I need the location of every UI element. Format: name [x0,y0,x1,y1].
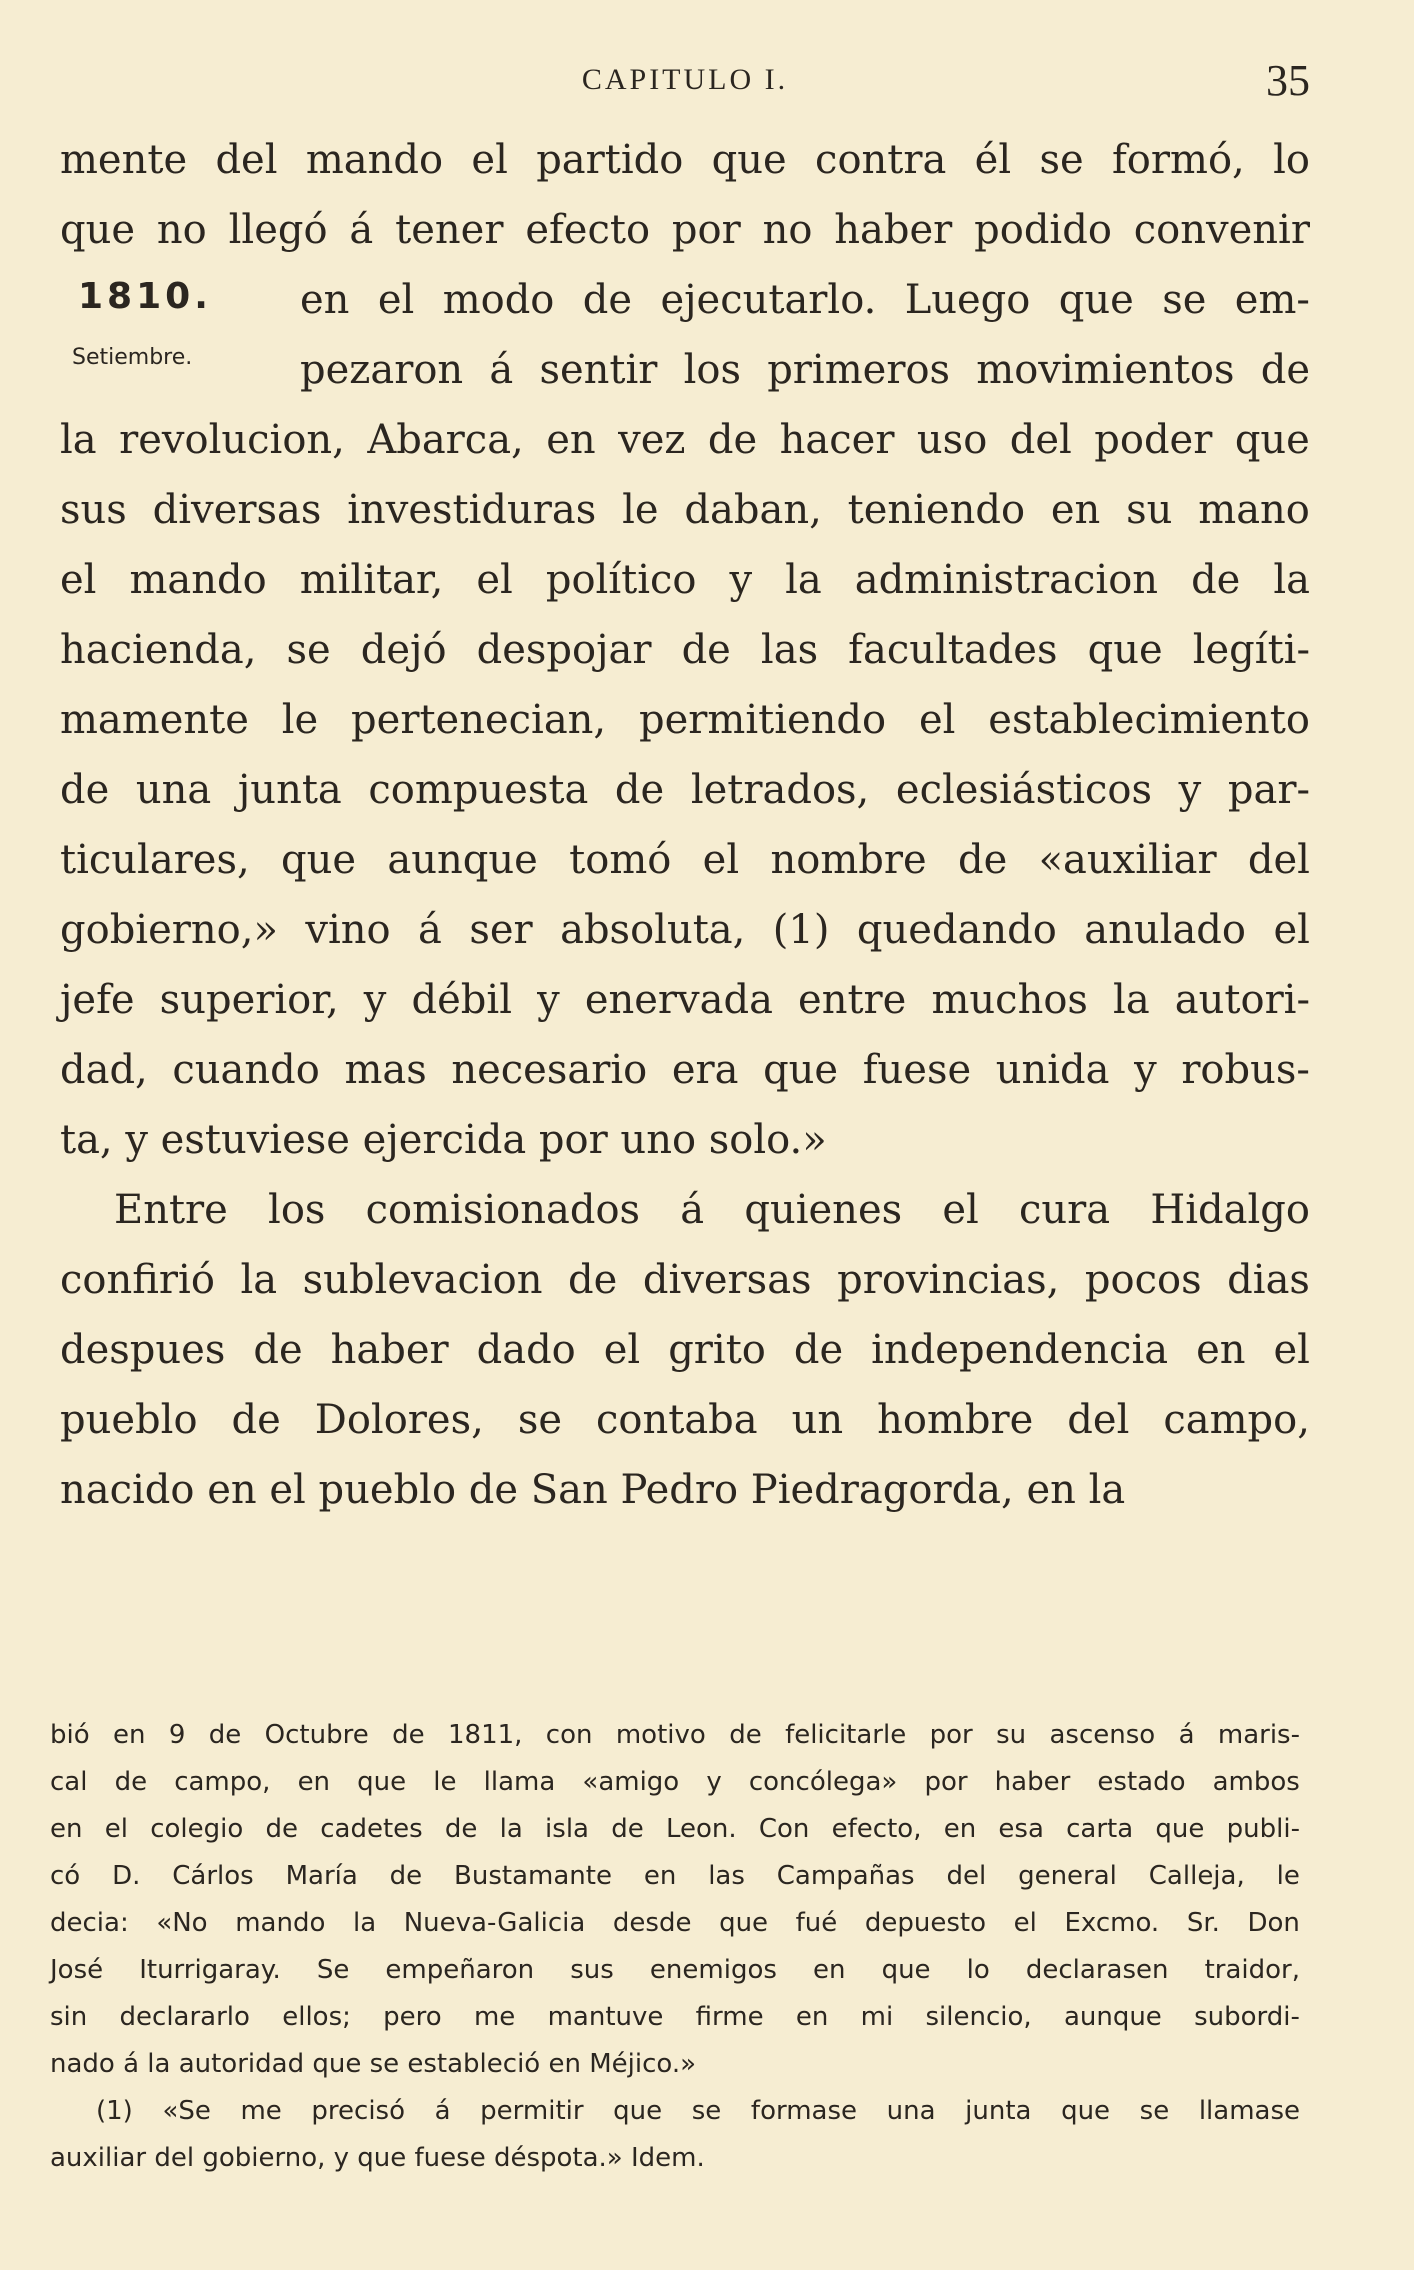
footnotes [50,1712,1300,2182]
body-line: de una junta compuesta de letrados, eclesiásticos y par- [60,767,1310,813]
body-line: ta, y estuviese ejercida por uno solo.» [60,1117,827,1163]
footnote-line: có D. Cárlos María de Bustamante en las Campañas del general Calleja, le [50,1861,1300,1891]
body-line: gobierno,» vino á ser absoluta, (1) quedando anulado el [60,907,1310,953]
footnote-line: sin declararlo ellos; pero me mantuve firme en mi silencio, aunque subordi- [50,2002,1300,2032]
page-number: 35 [1266,56,1310,105]
body-line: nacido en el pueblo de San Pedro Piedragorda, en la [60,1467,1126,1513]
body-line: pueblo de Dolores, se contaba un hombre del campo, [60,1397,1310,1443]
body-line: jefe superior, y débil y enervada entre muchos la autori- [60,977,1310,1023]
body-line: la revolucion, Abarca, en vez de hacer uso del poder que [60,417,1310,463]
body-line: el mando militar, el político y la administracion de la [60,557,1310,603]
body-line: mente del mando el partido que contra él se formó, lo [60,137,1310,183]
body-line: pezaron á sentir los primeros movimientos de [300,347,1310,393]
body-line: confirió la sublevacion de diversas provincias, pocos dias [60,1257,1310,1303]
footnote-line: cal de campo, en que le llama «amigo y concólega» por haber estado ambos [50,1767,1300,1797]
footnote-line: nado á la autoridad que se estableció en Méjico.» [50,2049,697,2079]
footnote-line: auxiliar del gobierno, y que fuese déspota.» Idem. [50,2143,705,2173]
body-text [60,125,1310,1525]
footnote-line: José Iturrigaray. Se empeñaron sus enemigos en que lo declarasen traidor, [50,1955,1300,1985]
body-line: dad, cuando mas necesario era que fuese unida y robus- [60,1047,1310,1093]
margin-month: Setiembre. [72,345,193,370]
body-line: despues de haber dado el grito de independencia en el [60,1327,1310,1373]
margin-year: 1810. [78,276,212,317]
body-line: en el modo de ejecutarlo. Luego que se em- [300,277,1310,323]
page-header [60,55,1310,105]
body-line: Entre los comisionados á quienes el cura Hidalgo [114,1187,1310,1233]
footnote-line: bió en 9 de Octubre de 1811, con motivo de felicitarle por su ascenso á maris- [50,1720,1300,1750]
body-line: hacienda, se dejó despojar de las facultades que legíti- [60,627,1310,673]
footnote-line: (1) «Se me precisó á permitir que se formase una junta que se llamase [96,2096,1300,2126]
body-line: sus diversas investiduras le daban, teniendo en su mano [60,487,1310,533]
body-line: mamente le pertenecian, permitiendo el establecimiento [60,697,1310,743]
body-line: que no llegó á tener efecto por no haber podido convenir [60,207,1310,253]
footnote-line: en el colegio de cadetes de la isla de Leon. Con efecto, en esa carta que publi- [50,1814,1300,1844]
body-line: ticulares, que aunque tomó el nombre de «auxiliar del [60,837,1310,883]
running-title: CAPITULO I. [581,63,789,96]
footnote-line: decia: «No mando la Nueva-Galicia desde que fué depuesto el Excmo. Sr. Don [50,1908,1300,1938]
